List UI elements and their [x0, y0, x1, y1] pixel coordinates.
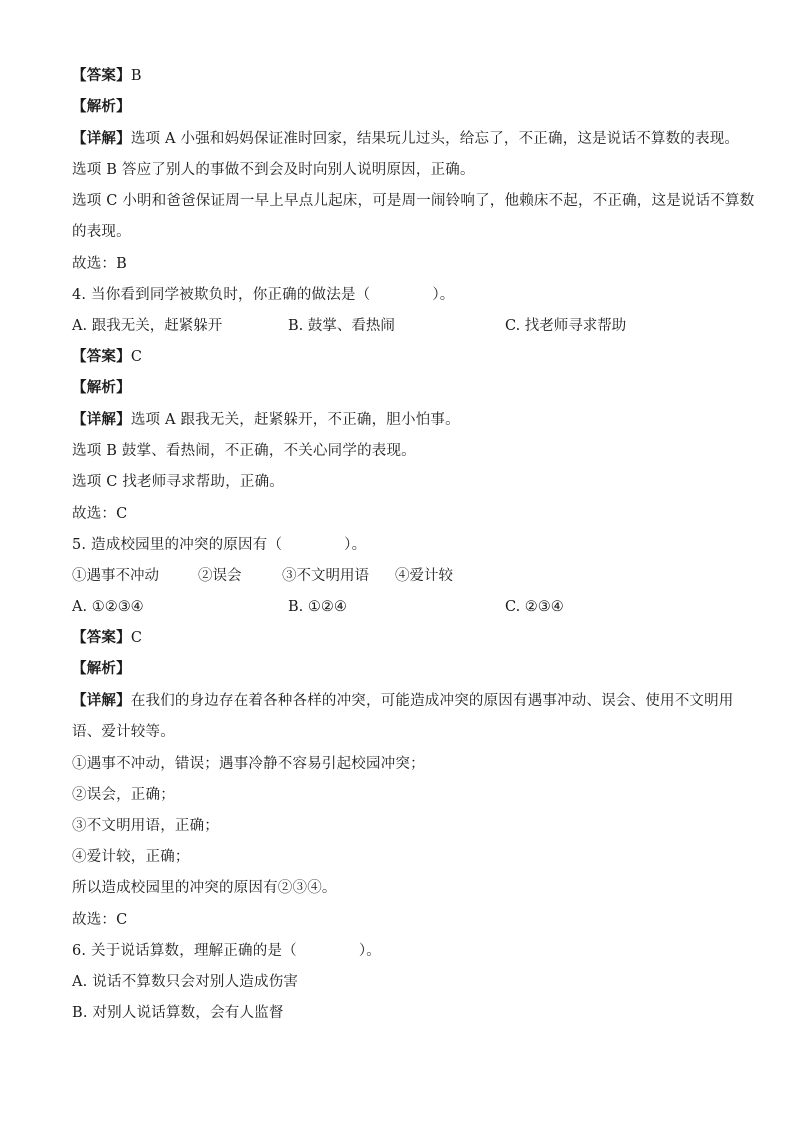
- answer-value: C: [130, 349, 143, 365]
- detail-line: 【详解】选项 A 跟我无关，赶紧躲开，不正确，胆小怕事。: [72, 411, 460, 428]
- analysis-tag: 【解析】: [72, 660, 131, 677]
- option-a: A. 跟我无关，赶紧躲开: [72, 318, 223, 334]
- detail-line: 【详解】在我们的身边存在着各种各样的冲突，可能造成冲突的原因有遇事冲动、误会、使用不文明用: [72, 692, 734, 709]
- item-2: ②误会: [198, 568, 242, 584]
- detail-line: 选项 C 小明和爸爸保证周一早上早点儿起床，可是周一闹铃响了，他赖床不起，不正确，这是说话不算数: [72, 193, 755, 209]
- answer-tag: 【答案】: [72, 67, 131, 84]
- analysis-tag: 【解析】: [72, 98, 131, 115]
- item-3: ③不文明用语: [282, 568, 369, 584]
- answer-value: C: [130, 630, 143, 646]
- item-1: ①遇事不冲动: [72, 568, 159, 584]
- detail-line: ④爱计较，正确；: [72, 849, 190, 865]
- question-stem: 4. 当你看到同学被欺负时，你正确的做法是（ ）。: [72, 287, 455, 303]
- question-stem: 6. 关于说话算数，理解正确的是（ ）。: [72, 943, 381, 959]
- detail-line: 的表现。: [72, 224, 131, 240]
- detail-line: 选项 B 答应了别人的事做不到会及时向别人说明原因，正确。: [72, 162, 475, 178]
- detail-tag: 【详解】: [72, 692, 131, 709]
- option-c: C. 找老师寻求帮助: [505, 318, 627, 334]
- answer-tag: 【答案】: [72, 629, 131, 646]
- detail-line: 语、爱计较等。: [72, 724, 175, 740]
- option-a: A. 说话不算数只会对别人造成伤害: [72, 974, 299, 990]
- answer-line: [72, 347, 142, 367]
- analysis-tag: 【解析】: [72, 379, 131, 396]
- option-a: A. ①②③④: [72, 599, 144, 615]
- detail-tag: 【详解】: [72, 130, 131, 147]
- answer-line: [72, 628, 142, 648]
- option-c: C. ②③④: [505, 599, 564, 615]
- detail-tag: 【详解】: [72, 411, 131, 428]
- detail-line: 【详解】选项 A 小强和妈妈保证准时回家，结果玩儿过头，给忘了，不正确，这是说话不算数的表现。: [72, 130, 740, 147]
- item-4: ④爱计较: [395, 568, 453, 584]
- detail-line: 选项 C 找老师寻求帮助，正确。: [72, 474, 285, 490]
- detail-line: 所以造成校园里的冲突的原因有②③④。: [72, 880, 337, 896]
- question-stem: 5. 造成校园里的冲突的原因有（ ）。: [72, 537, 367, 553]
- answer-line: [72, 66, 142, 86]
- detail-line: ③不文明用语，正确；: [72, 818, 219, 834]
- answer-tag: 【答案】: [72, 348, 131, 365]
- conclusion-line: 故选：C: [72, 912, 128, 928]
- detail-line: ②误会，正确；: [72, 787, 175, 803]
- conclusion-line: 故选：C: [72, 506, 128, 522]
- option-b: B. 鼓掌、看热闹: [288, 318, 395, 334]
- option-b: B. 对别人说话算数，会有人监督: [72, 1005, 284, 1021]
- answer-value: B: [130, 68, 142, 84]
- conclusion-line: 故选：B: [72, 256, 127, 272]
- detail-line: ①遇事不冲动，错误；遇事冷静不容易引起校园冲突；: [72, 756, 425, 772]
- detail-line: 选项 B 鼓掌、看热闹，不正确，不关心同学的表现。: [72, 443, 416, 459]
- option-b: B. ①②④: [288, 599, 347, 615]
